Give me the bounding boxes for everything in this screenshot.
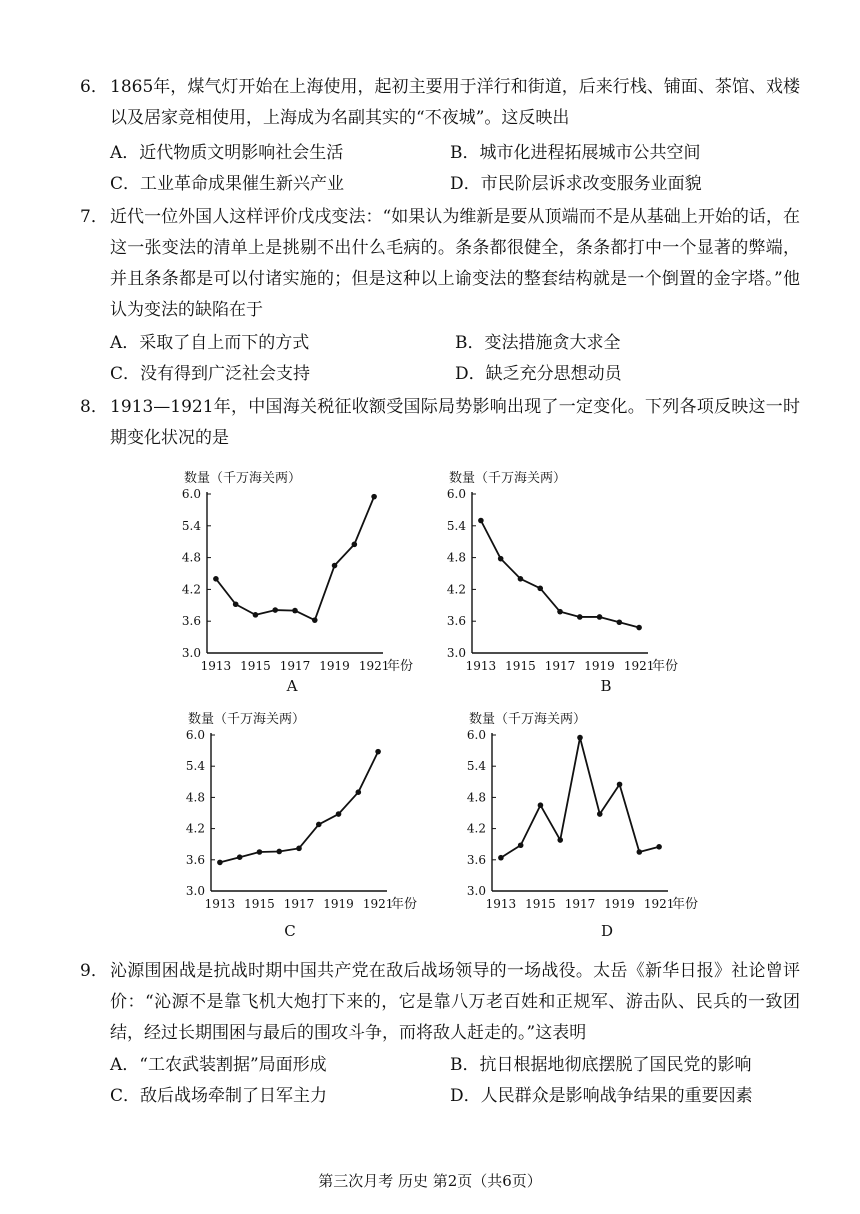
x-tick-label: 1915 <box>525 897 556 911</box>
question-number: 8． <box>80 397 108 417</box>
x-tick-label: 1915 <box>240 659 271 673</box>
data-point <box>352 542 358 548</box>
option-b[interactable]: B．变法措施贪大求全 <box>455 333 621 353</box>
question-stem: 1913—1921年，中国海关税征收额受国际局势影响出现了一定变化。下列各项反映这一时期变化状况的是 <box>110 397 800 448</box>
y-tick-label: 4.8 <box>446 550 466 565</box>
y-tick-label: 4.2 <box>466 821 486 836</box>
chart-caption: B <box>600 677 612 695</box>
data-point <box>597 811 603 817</box>
y-axis-title: 数量（千万海关两） <box>188 712 306 727</box>
data-point <box>272 607 278 613</box>
y-tick-label: 4.8 <box>185 790 205 805</box>
x-axis-title: 年份 <box>672 897 699 912</box>
chart-caption: D <box>600 922 614 940</box>
x-tick-label: 1919 <box>319 659 350 673</box>
y-axis-title: 数量（千万海关两） <box>449 471 567 486</box>
question-stem: 近代一位外国人这样评价戊戌变法：“如果认为维新是要从顶端而不是从基础上开始的话，在这一张变法的清单上是挑剔不出什么毛病的。条条都很健全，条条都打中一个显著的弊端，并且条条都是可以付诸实施的；但是这种以上谕变法的整套结构就是一个倒置的金字塔。”他认为变法的缺陷在于 <box>110 207 800 320</box>
data-point <box>253 612 259 618</box>
data-point <box>296 846 302 852</box>
option-a[interactable]: A．“工农武装割据”局面形成 <box>110 1055 327 1075</box>
data-point <box>518 576 524 582</box>
x-tick-label: 1917 <box>279 659 311 673</box>
y-tick-label: 6.0 <box>446 487 466 501</box>
data-point <box>617 619 623 625</box>
data-point <box>356 789 362 795</box>
data-point <box>257 849 263 855</box>
data-point <box>637 849 643 855</box>
option-b[interactable]: B．抗日根据地彻底摆脱了国民党的影响 <box>450 1055 752 1075</box>
data-point <box>371 494 377 500</box>
y-tick-label: 4.8 <box>181 550 201 565</box>
x-axis-title: 年份 <box>652 659 679 674</box>
question-number: 7． <box>80 207 108 227</box>
y-tick-label: 3.6 <box>181 614 201 629</box>
option-d[interactable]: D．市民阶层诉求改变服务业面貌 <box>450 174 702 194</box>
x-tick-label: 1913 <box>485 897 517 911</box>
y-tick-label: 6.0 <box>466 728 486 742</box>
chart-caption: C <box>284 922 296 940</box>
x-tick-label: 1917 <box>283 897 315 911</box>
x-tick-label: 1921 <box>358 659 390 673</box>
option-a[interactable]: A．采取了自上而下的方式 <box>110 333 310 353</box>
option-c[interactable]: C．工业革命成果催生新兴产业 <box>110 174 345 194</box>
y-tick-label: 3.6 <box>466 852 486 867</box>
data-point <box>332 563 338 569</box>
y-tick-label: 3.6 <box>446 614 466 629</box>
x-tick-label: 1919 <box>323 897 354 911</box>
y-tick-label: 4.2 <box>185 821 205 836</box>
y-tick-label: 3.0 <box>466 884 486 898</box>
data-point <box>557 837 563 843</box>
data-point <box>213 576 219 582</box>
x-tick-label: 1913 <box>465 659 497 673</box>
data-point <box>656 844 662 850</box>
x-tick-label: 1915 <box>244 897 275 911</box>
y-tick-label: 3.0 <box>446 646 466 660</box>
question-9 <box>80 956 800 1049</box>
y-tick-label: 4.8 <box>466 790 486 805</box>
data-point <box>312 617 318 623</box>
data-point <box>498 556 504 562</box>
y-tick-label: 5.4 <box>446 518 466 533</box>
question-number: 9． <box>80 961 108 981</box>
data-point <box>538 802 544 808</box>
data-point <box>636 625 642 631</box>
y-tick-label: 3.0 <box>181 646 201 660</box>
data-point <box>617 782 623 788</box>
question-stem: 沁源围困战是抗战时期中国共产党在敌后战场领导的一场战役。太岳《新华日报》社论曾评价：“沁源不是靠飞机大炮打下来的，它是靠八万老百姓和正规军、游击队、民兵的一致团结，经过长期围困与最后的围攻斗争，而将敌人赶走的。”这表明 <box>110 961 800 1043</box>
x-tick-label: 1915 <box>505 659 536 673</box>
chart-caption: A <box>286 677 298 695</box>
option-d[interactable]: D．缺乏充分思想动员 <box>455 364 622 384</box>
data-point <box>336 811 342 817</box>
x-tick-label: 1919 <box>584 659 615 673</box>
option-c[interactable]: C．没有得到广泛社会支持 <box>110 364 311 384</box>
x-tick-label: 1921 <box>362 897 394 911</box>
data-point <box>292 608 298 614</box>
data-point <box>276 849 282 855</box>
y-tick-label: 3.0 <box>185 884 205 898</box>
question-stem: 1865年，煤气灯开始在上海使用，起初主要用于洋行和街道，后来行栈、铺面、茶馆、戏楼以及居家竞相使用，上海成为名副其实的“不夜城”。这反映出 <box>110 77 800 128</box>
data-point <box>316 822 322 828</box>
y-tick-label: 3.6 <box>185 852 205 867</box>
y-axis-title: 数量（千万海关两） <box>469 712 587 727</box>
data-point <box>498 855 504 861</box>
x-axis-title: 年份 <box>387 659 414 674</box>
x-tick-label: 1921 <box>623 659 655 673</box>
page-footer: 第三次月考 历史 第2页（共6页） <box>318 1172 542 1190</box>
data-point <box>577 735 583 741</box>
data-point <box>478 518 484 524</box>
option-b[interactable]: B．城市化进程拓展城市公共空间 <box>450 143 701 163</box>
data-point <box>375 749 381 755</box>
data-point <box>233 601 239 607</box>
y-tick-label: 6.0 <box>181 487 201 501</box>
data-point <box>577 614 583 620</box>
data-point <box>597 614 603 620</box>
x-tick-label: 1919 <box>604 897 635 911</box>
y-tick-label: 5.4 <box>466 759 486 774</box>
x-tick-label: 1913 <box>204 897 236 911</box>
x-tick-label: 1917 <box>544 659 576 673</box>
series-line <box>501 738 659 858</box>
option-a[interactable]: A．近代物质文明影响社会生活 <box>110 143 344 163</box>
y-tick-label: 5.4 <box>181 518 201 533</box>
y-tick-label: 4.2 <box>446 582 466 597</box>
y-tick-label: 6.0 <box>185 728 205 742</box>
data-point <box>518 842 524 848</box>
option-c[interactable]: C．敌后战场牵制了日军主力 <box>110 1086 328 1106</box>
question-number: 6． <box>80 77 108 97</box>
data-point <box>217 860 223 866</box>
data-point <box>557 609 563 615</box>
y-tick-label: 4.2 <box>181 582 201 597</box>
y-axis-title: 数量（千万海关两） <box>184 471 302 486</box>
y-tick-label: 5.4 <box>185 759 205 774</box>
data-point <box>237 854 243 860</box>
data-point <box>537 586 543 592</box>
option-d[interactable]: D．人民群众是影响战争结果的重要因素 <box>450 1086 753 1106</box>
x-tick-label: 1913 <box>200 659 232 673</box>
x-tick-label: 1921 <box>643 897 675 911</box>
x-axis-title: 年份 <box>391 897 418 912</box>
series-line <box>216 497 374 620</box>
x-tick-label: 1917 <box>564 897 596 911</box>
